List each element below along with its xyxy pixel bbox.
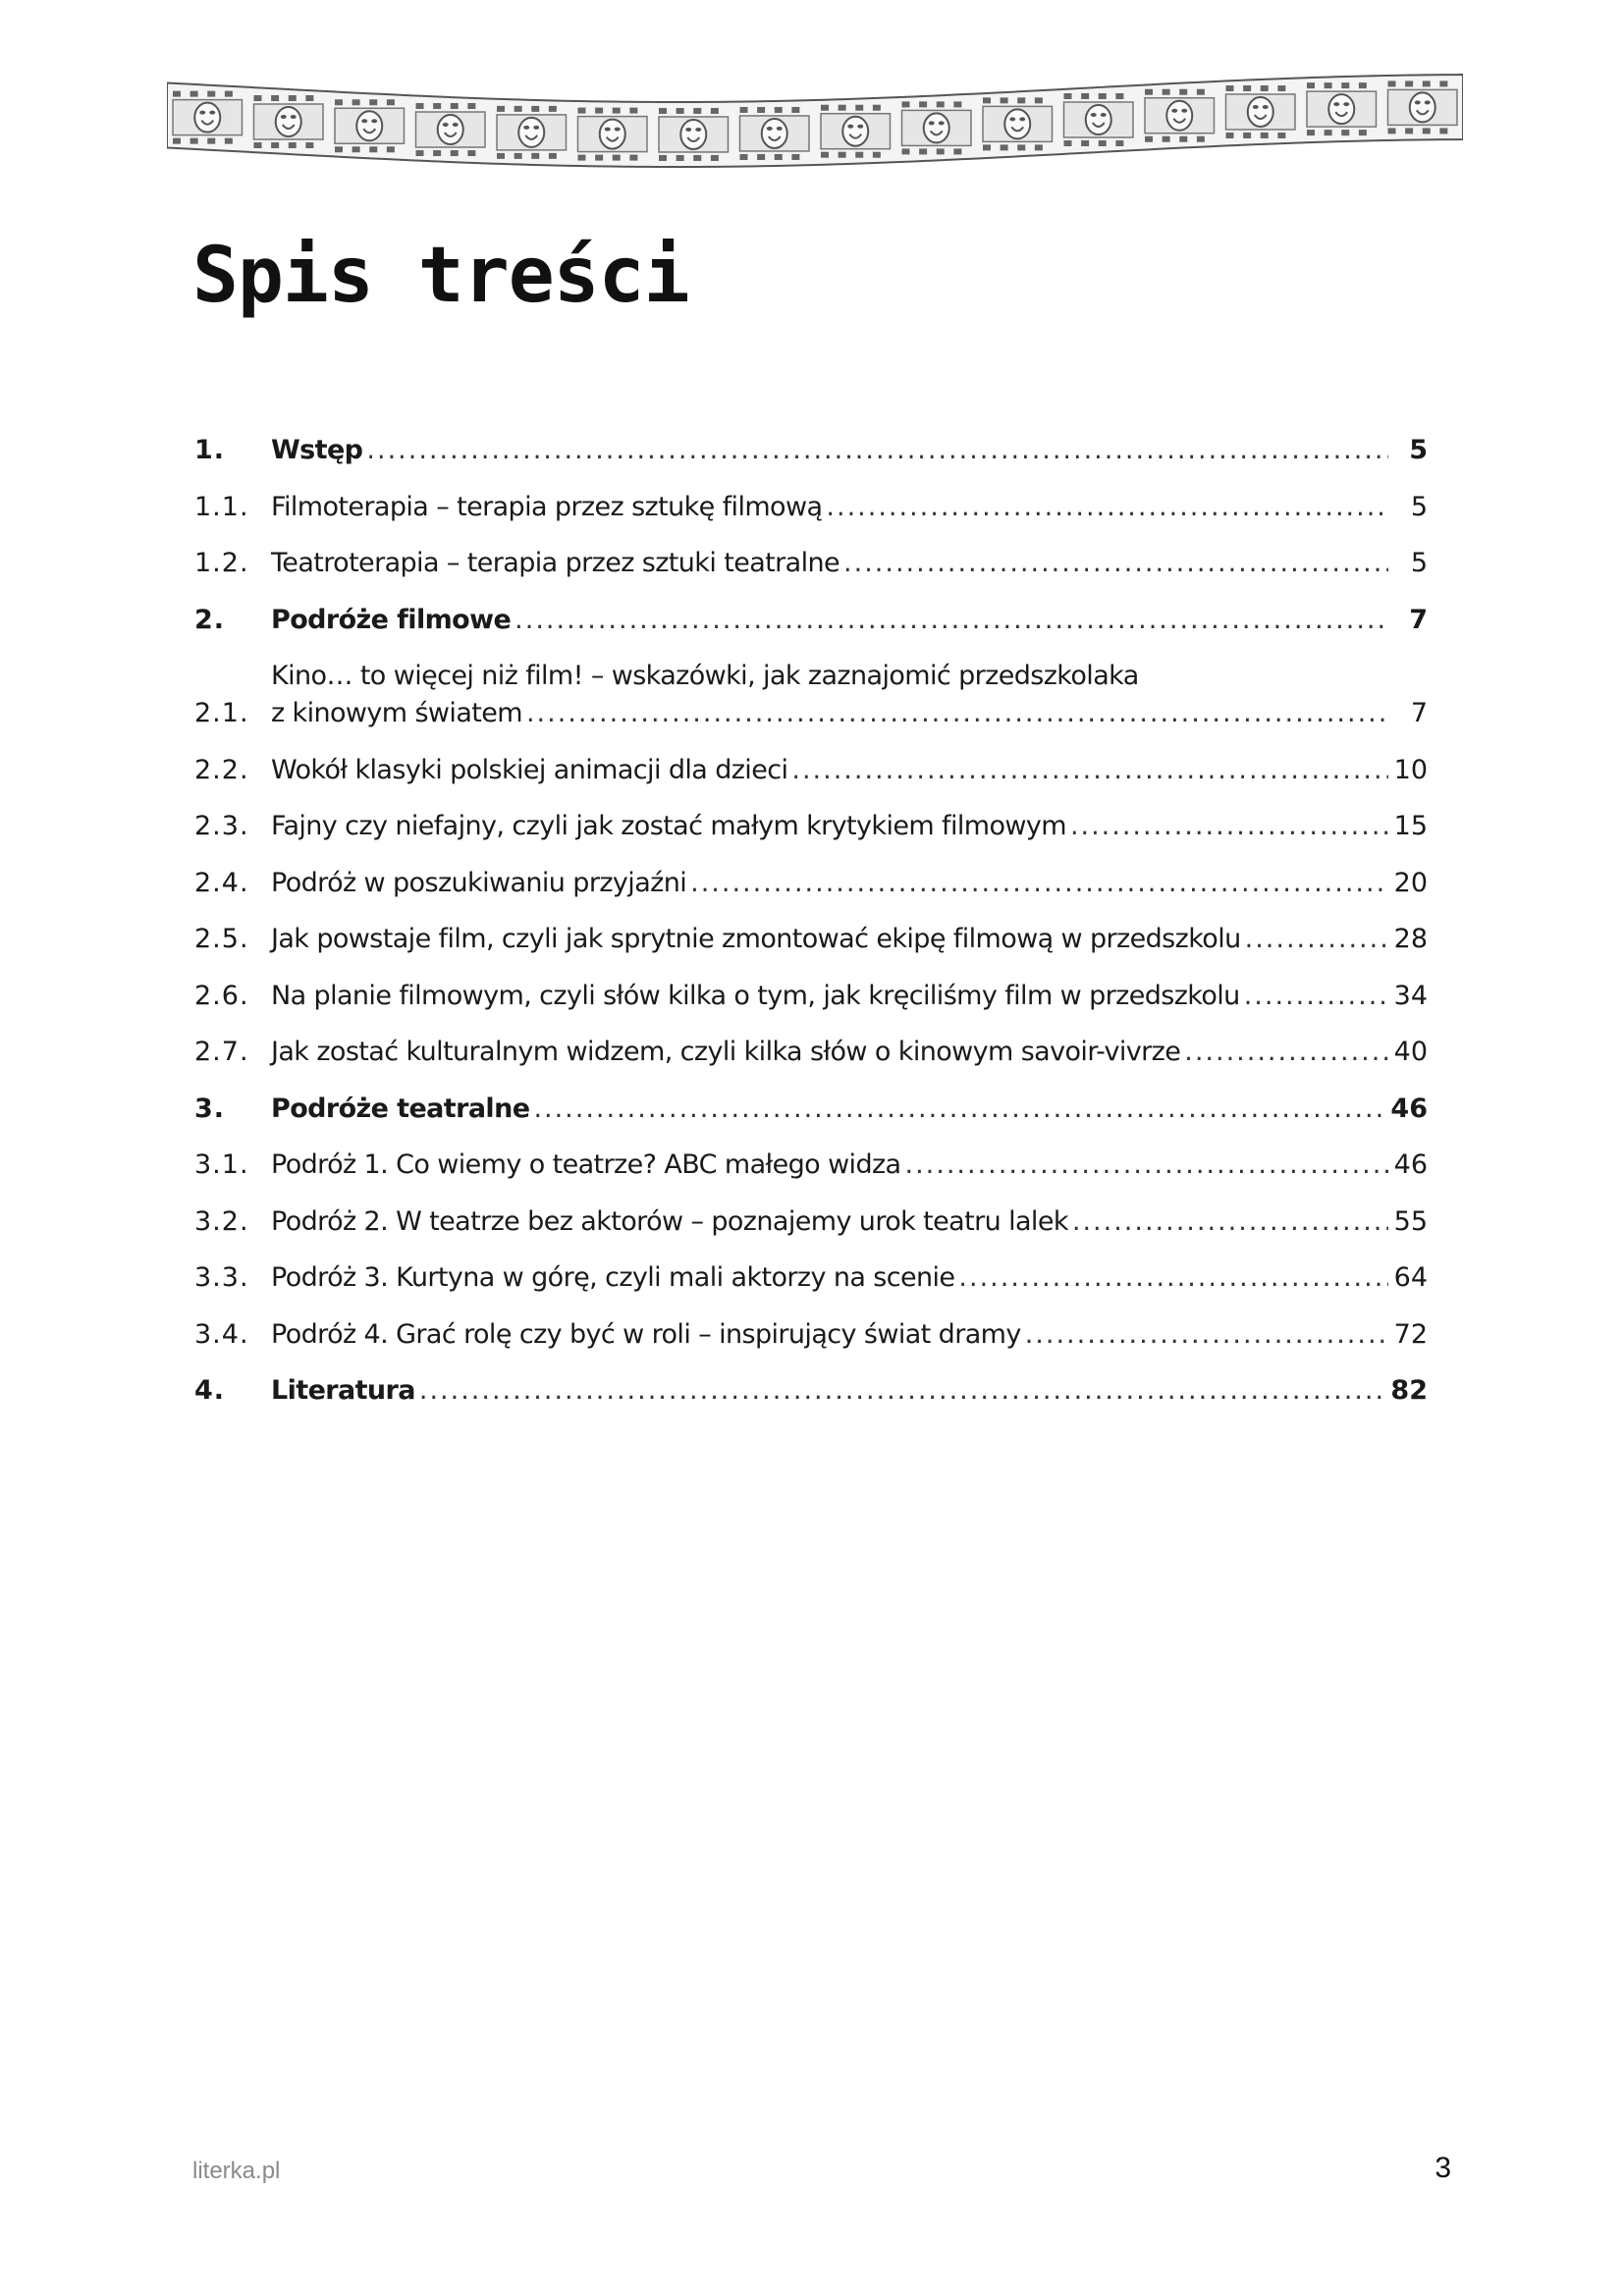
toc-entry-number: 2. xyxy=(194,604,226,635)
toc-section-row xyxy=(194,1034,1428,1071)
toc-entry-title: Na planie filmowym, czyli słów kilka o tym, jak kręciliśmy film w przedszkolu xyxy=(271,980,1240,1011)
dot-leader xyxy=(526,695,1388,732)
toc-entry-title: Podróże teatralne xyxy=(271,1093,530,1124)
toc-entry-number: 2.2. xyxy=(194,754,249,785)
toc-section-row xyxy=(194,752,1428,789)
dot-leader xyxy=(533,1091,1384,1128)
toc-entry-title: Teatroterapia – terapia przez sztuki teatralne xyxy=(271,548,840,578)
toc-section-row xyxy=(194,489,1428,526)
toc-page-number: 55 xyxy=(1393,1205,1428,1237)
page-title: Spis treści xyxy=(192,232,689,320)
toc-entry-number: 2.6. xyxy=(194,980,249,1011)
toc-page-number: 20 xyxy=(1393,867,1428,898)
toc-page-number: 34 xyxy=(1393,980,1428,1011)
toc-entry-title-continued: z kinowym światem xyxy=(271,698,522,728)
film-strip-banner xyxy=(167,57,1463,185)
toc-page-number: 40 xyxy=(1393,1037,1428,1067)
toc-entry-number: 2.1. xyxy=(194,698,249,728)
toc-section-row xyxy=(194,865,1428,902)
dot-leader xyxy=(843,545,1388,582)
toc-chapter-row xyxy=(194,432,1428,469)
toc-entry-title: Kino… to więcej niż film! – wskazówki, jak zaznajomić przedszkolaka xyxy=(271,661,1139,691)
footer-page-number: 3 xyxy=(1435,2152,1451,2184)
toc-page-number: 64 xyxy=(1393,1262,1428,1293)
dot-leader xyxy=(826,489,1388,526)
toc-section-row xyxy=(194,545,1428,582)
toc-entry-title: Podróże filmowe xyxy=(271,604,512,635)
dot-leader xyxy=(1025,1316,1388,1354)
toc-section-row xyxy=(194,921,1428,958)
toc-entry-title: Podróż 2. W teatrze bez aktorów – poznajemy urok teatru lalek xyxy=(271,1205,1068,1237)
toc-page-number: 5 xyxy=(1409,435,1428,465)
toc-section-row xyxy=(194,1259,1428,1297)
dot-leader xyxy=(690,865,1388,902)
toc-page-number: 7 xyxy=(1409,604,1428,635)
toc-page-number: 15 xyxy=(1393,811,1428,841)
toc-section-row xyxy=(194,978,1428,1015)
dot-leader xyxy=(905,1147,1388,1184)
dot-leader xyxy=(791,752,1387,789)
toc-entry-title: Wstęp xyxy=(271,435,363,465)
dot-leader xyxy=(1184,1034,1387,1071)
toc-page-number: 5 xyxy=(1410,548,1428,578)
dot-leader xyxy=(958,1259,1387,1297)
toc-entry-title: Podróż 3. Kurtyna w górę, czyli mali aktorzy na scenie xyxy=(271,1262,955,1293)
toc-section-row xyxy=(194,1147,1428,1184)
toc-section-row xyxy=(194,1203,1428,1241)
toc-entry-title: Podróż w poszukiwaniu przyjaźni xyxy=(271,867,687,898)
toc-page-number: 7 xyxy=(1410,698,1428,728)
table-of-contents xyxy=(194,432,1428,1429)
dot-leader xyxy=(1072,1203,1388,1241)
toc-entry-number: 2.4. xyxy=(194,867,249,898)
toc-entry-title: Podróż 1. Co wiemy o teatrze? ABC małego widza xyxy=(271,1149,901,1180)
toc-page-number: 72 xyxy=(1393,1318,1428,1350)
toc-entry-number: 2.3. xyxy=(194,811,249,841)
dot-leader xyxy=(1244,978,1388,1015)
toc-chapter-row xyxy=(194,602,1428,639)
toc-entry-number: 2.7. xyxy=(194,1037,249,1067)
toc-page-number: 82 xyxy=(1390,1375,1428,1406)
toc-entry-number: 1.2. xyxy=(194,548,249,578)
toc-entry-number: 3.1. xyxy=(194,1149,249,1180)
toc-chapter-row xyxy=(194,1091,1428,1128)
toc-entry-title: Fajny czy niefajny, czyli jak zostać małym krytykiem filmowym xyxy=(271,811,1066,841)
toc-entry-number: 1. xyxy=(194,435,226,465)
toc-entry-number: 2.5. xyxy=(194,924,249,954)
dot-leader xyxy=(366,432,1388,469)
toc-page-number: 5 xyxy=(1410,491,1428,522)
toc-entry-title: Jak powstaje film, czyli jak sprytnie zmontować ekipę filmową w przedszkolu xyxy=(271,924,1241,954)
dot-leader xyxy=(514,602,1388,639)
toc-entry-number: 3.2. xyxy=(194,1205,249,1237)
toc-page-number: 28 xyxy=(1393,924,1428,954)
dot-leader xyxy=(1245,921,1388,958)
toc-entry-number: 1.1. xyxy=(194,491,249,522)
toc-page-number: 46 xyxy=(1393,1149,1428,1180)
toc-entry-title: Jak zostać kulturalnym widzem, czyli kilka słów o kinowym savoir-vivrze xyxy=(271,1037,1181,1067)
footer-site-name: literka.pl xyxy=(192,2158,281,2184)
toc-chapter-row xyxy=(194,1372,1428,1410)
toc-section-row xyxy=(194,658,1428,732)
toc-entry-number: 3.4. xyxy=(194,1318,249,1350)
toc-entry-number: 3. xyxy=(194,1093,226,1124)
toc-entry-title: Filmoterapia – terapia przez sztukę filmową xyxy=(271,491,823,522)
dot-leader xyxy=(419,1372,1385,1410)
toc-page-number: 46 xyxy=(1390,1093,1428,1124)
toc-entry-number: 3.3. xyxy=(194,1262,249,1293)
toc-section-row xyxy=(194,808,1428,845)
toc-page-number: 10 xyxy=(1393,754,1428,785)
toc-entry-title: Podróż 4. Grać rolę czy być w roli – inspirujący świat dramy xyxy=(271,1318,1021,1350)
toc-entry-title: Literatura xyxy=(271,1375,415,1406)
dot-leader xyxy=(1070,808,1388,845)
toc-section-row xyxy=(194,1316,1428,1354)
toc-entry-number: 4. xyxy=(194,1375,226,1406)
toc-entry-title: Wokół klasyki polskiej animacji dla dzieci xyxy=(271,754,788,785)
